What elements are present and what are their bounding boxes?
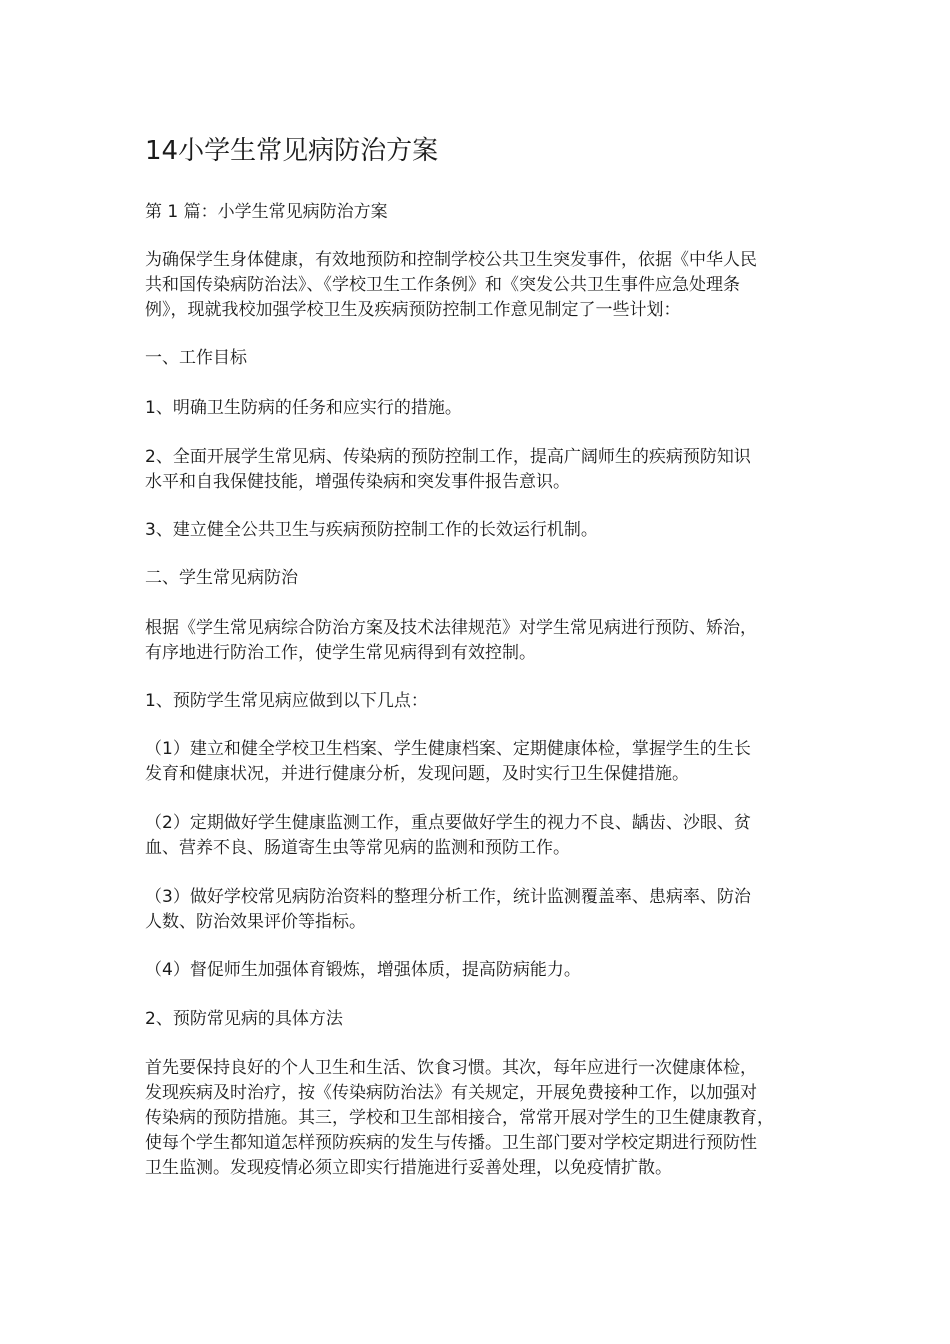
text-line: （1）建立和健全学校卫生档案、学生健康档案、定期健康体检，掌握学生的生长 (145, 739, 751, 759)
text-line: 2、预防常见病的具体方法 (145, 1009, 343, 1029)
text-line: 人数、防治效果评价等指标。 (145, 912, 366, 932)
section-heading (145, 346, 813, 371)
list-item (145, 737, 813, 787)
subsection-heading (145, 689, 813, 714)
text-line: （4）督促师生加强体育锻炼，增强体质，提高防病能力。 (145, 960, 581, 980)
goal-item (145, 445, 813, 495)
text-line: 例》，现就我校加强学校卫生及疾病预防控制工作意见制定了一些计划： (145, 300, 681, 320)
text-line: 发育和健康状况，并进行健康分析，发现问题，及时实行卫生保健措施。 (145, 764, 689, 784)
goal-item (145, 518, 813, 543)
body-paragraph (145, 616, 813, 666)
text-line: 有序地进行防治工作，使学生常见病得到有效控制。 (145, 643, 536, 663)
text-line: 传染病的预防措施。其三，学校和卫生部相接合，常常开展对学生的卫生健康教育， (145, 1108, 774, 1128)
body-paragraph (145, 1056, 813, 1181)
text-line: 共和国传染病防治法》、《学校卫生工作条例》和《突发公共卫生事件应急处理条 (145, 275, 740, 295)
list-item (145, 958, 813, 983)
document-title: 14小学生常见病防治方案 (145, 136, 439, 166)
text-line: （3）做好学校常见病防治资料的整理分析工作，统计监测覆盖率、患病率、防治 (145, 887, 751, 907)
text-line: 3、建立健全公共卫生与疾病预防控制工作的长效运行机制。 (145, 520, 598, 540)
text-line: 首先要保持良好的个人卫生和生活、饮食习惯。其次，每年应进行一次健康体检， (145, 1058, 757, 1078)
text-line: 1、预防学生常见病应做到以下几点： (145, 691, 428, 711)
section-heading (145, 566, 813, 591)
text-line: 二、学生常见病防治 (145, 568, 298, 588)
text-line: 使每个学生都知道怎样预防疾病的发生与传播。卫生部门要对学校定期进行预防性 (145, 1133, 757, 1153)
text-line: 血、营养不良、肠道寄生虫等常见病的监测和预防工作。 (145, 838, 570, 858)
text-line: 1、明确卫生防病的任务和应实行的措施。 (145, 398, 462, 418)
subsection-heading (145, 1007, 813, 1032)
text-line: 卫生监测。发现疫情必须立即实行措施进行妥善处理，以免疫情扩散。 (145, 1158, 672, 1178)
text-line: 一、工作目标 (145, 348, 247, 368)
text-line: 第 1 篇：小学生常见病防治方案 (145, 202, 388, 222)
text-line: 水平和自我保健技能，增强传染病和突发事件报告意识。 (145, 472, 570, 492)
chapter-heading (145, 200, 813, 225)
list-item (145, 811, 813, 861)
text-line: （2）定期做好学生健康监测工作，重点要做好学生的视力不良、龋齿、沙眼、贫 (145, 813, 751, 833)
text-line: 发现疾病及时治疗，按《传染病防治法》有关规定，开展免费接种工作，以加强对 (145, 1083, 757, 1103)
list-item (145, 885, 813, 935)
intro-paragraph (145, 248, 813, 323)
text-line: 根据《学生常见病综合防治方案及技术法律规范》对学生常见病进行预防、矫治， (145, 618, 757, 638)
text-line: 为确保学生身体健康，有效地预防和控制学校公共卫生突发事件，依据《中华人民 (145, 250, 757, 270)
text-line: 2、全面开展学生常见病、传染病的预防控制工作，提高广阔师生的疾病预防知识 (145, 447, 751, 467)
goal-item (145, 396, 813, 421)
